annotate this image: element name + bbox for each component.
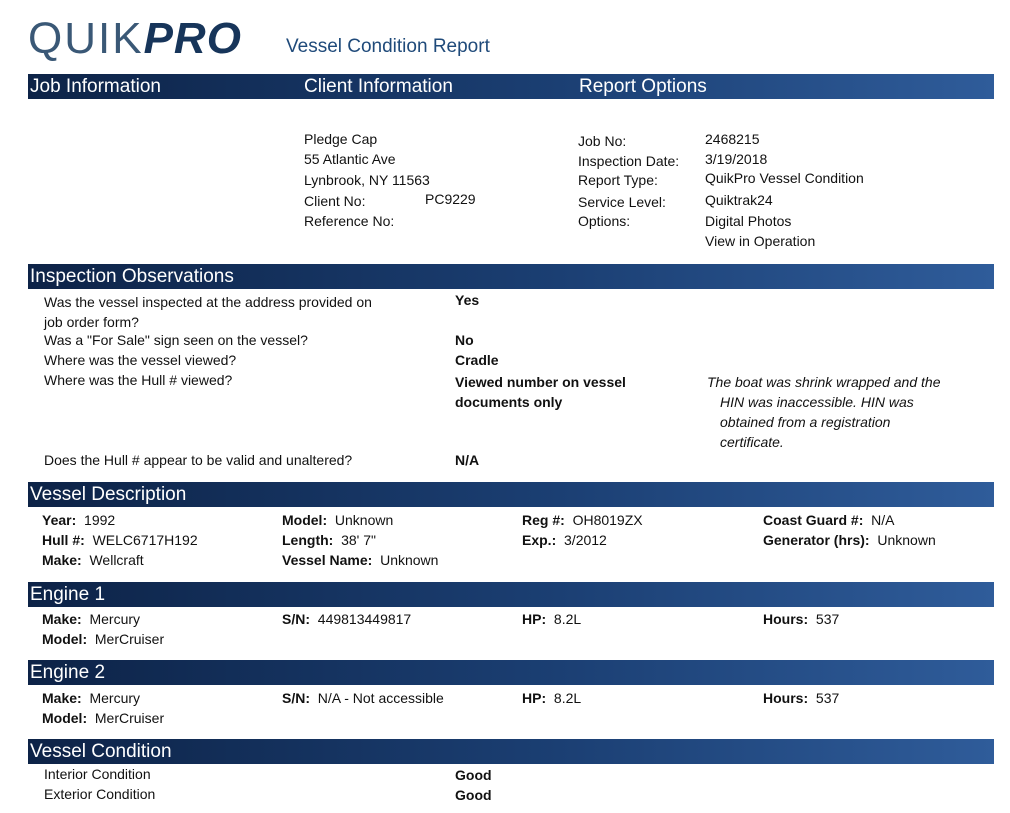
engine2-hours-value: 537 bbox=[815, 690, 840, 706]
engine2-hours bbox=[763, 690, 839, 706]
answer-vessel-viewed: Cradle bbox=[455, 352, 499, 368]
engine2-sn-value: N/A - Not accessible bbox=[317, 690, 444, 706]
engine2-model-value: MerCruiser bbox=[94, 710, 165, 726]
vessel-generator bbox=[763, 532, 936, 548]
inspection-observations-heading: Inspection Observations bbox=[30, 266, 234, 287]
report-options-heading: Report Options bbox=[579, 76, 707, 97]
engine1-hours-label: Hours: bbox=[763, 611, 809, 627]
option-view-in-operation: View in Operation bbox=[705, 233, 816, 249]
vessel-year bbox=[42, 512, 115, 528]
engine2-sn bbox=[282, 690, 444, 706]
make-label: Make: bbox=[42, 552, 82, 568]
engine2-hp bbox=[522, 690, 581, 706]
quikpro-logo bbox=[28, 14, 242, 64]
reference-no-label: Reference No: bbox=[304, 213, 395, 229]
answer-hull-viewed-line2: documents only bbox=[455, 394, 563, 410]
client-address2: Lynbrook, NY 11563 bbox=[304, 172, 430, 188]
hull-note-line2: HIN was inaccessible. HIN was bbox=[720, 394, 914, 410]
engine1-sn-label: S/N: bbox=[282, 611, 310, 627]
inspection-observations-header bbox=[28, 264, 994, 289]
engine1-hp bbox=[522, 611, 581, 627]
vessel-exp bbox=[522, 532, 607, 548]
report-type-label: Report Type: bbox=[578, 172, 658, 188]
vessel-description-header bbox=[28, 482, 994, 507]
option-digital-photos: Digital Photos bbox=[705, 213, 792, 229]
client-no-label: Client No: bbox=[304, 193, 366, 209]
reg-value: OH8019ZX bbox=[572, 512, 643, 528]
model-label: Model: bbox=[282, 512, 328, 528]
engine2-sn-label: S/N: bbox=[282, 690, 310, 706]
engine1-make-label: Make: bbox=[42, 611, 82, 627]
engine2-model bbox=[42, 710, 164, 726]
engine1-hours-value: 537 bbox=[815, 611, 840, 627]
report-type-value: QuikPro Vessel Condition bbox=[705, 170, 864, 186]
engine1-model bbox=[42, 631, 164, 647]
engine2-hp-label: HP: bbox=[522, 690, 547, 706]
answer-hull-valid: N/A bbox=[455, 452, 480, 468]
question-hull-valid: Does the Hull # appear to be valid and unaltered? bbox=[44, 452, 353, 468]
engine1-sn bbox=[282, 611, 411, 627]
logo-pro: PRO bbox=[143, 14, 242, 63]
vessel-condition-header bbox=[28, 739, 994, 764]
engine1-sn-value: 449813449817 bbox=[317, 611, 412, 627]
year-value: 1992 bbox=[84, 512, 116, 528]
client-name: Pledge Cap bbox=[304, 131, 378, 147]
exp-value: 3/2012 bbox=[564, 532, 607, 548]
vessel-name bbox=[282, 552, 438, 568]
options-label: Options: bbox=[578, 213, 631, 229]
exp-label: Exp.: bbox=[522, 532, 557, 548]
job-no-value: 2468215 bbox=[705, 131, 760, 147]
engine1-heading: Engine 1 bbox=[30, 584, 106, 605]
service-level-value: Quiktrak24 bbox=[705, 192, 773, 208]
hull-note-line4: certificate. bbox=[720, 434, 784, 450]
vessel-hull bbox=[42, 532, 198, 548]
client-information-heading: Client Information bbox=[304, 76, 453, 97]
engine1-make bbox=[42, 611, 140, 627]
year-label: Year: bbox=[42, 512, 77, 528]
length-label: Length: bbox=[282, 532, 334, 548]
engine1-hours bbox=[763, 611, 839, 627]
hull-value: WELC6717H192 bbox=[92, 532, 198, 548]
inspection-date-label: Inspection Date: bbox=[578, 153, 680, 169]
interior-condition-label: Interior Condition bbox=[44, 766, 151, 782]
vessel-description-heading: Vessel Description bbox=[30, 484, 187, 505]
vessel-make bbox=[42, 552, 144, 568]
engine2-header bbox=[28, 660, 994, 685]
report-title: Vessel Condition Report bbox=[286, 36, 490, 57]
vessel-name-label: Vessel Name: bbox=[282, 552, 373, 568]
logo-quik: QUIK bbox=[28, 14, 144, 63]
engine1-hp-label: HP: bbox=[522, 611, 547, 627]
vessel-name-value: Unknown bbox=[380, 552, 439, 568]
inspection-date-value: 3/19/2018 bbox=[705, 151, 768, 167]
exterior-condition-label: Exterior Condition bbox=[44, 786, 156, 802]
engine2-make-value: Mercury bbox=[89, 690, 141, 706]
length-value: 38' 7" bbox=[341, 532, 376, 548]
section-header-top bbox=[28, 74, 994, 99]
engine2-hours-label: Hours: bbox=[763, 690, 809, 706]
service-level-label: Service Level: bbox=[578, 194, 666, 210]
job-information-heading: Job Information bbox=[30, 76, 161, 97]
question-inspected-address-line1: Was the vessel inspected at the address provided on bbox=[44, 294, 372, 310]
coast-guard-label: Coast Guard #: bbox=[763, 512, 864, 528]
job-no-label: Job No: bbox=[578, 133, 627, 149]
engine1-model-value: MerCruiser bbox=[94, 631, 165, 647]
question-inspected-address-line2: job order form? bbox=[44, 314, 139, 330]
hull-note-line3: obtained from a registration bbox=[720, 414, 891, 430]
question-vessel-viewed: Where was the vessel viewed? bbox=[44, 352, 237, 368]
engine2-make bbox=[42, 690, 140, 706]
coast-guard-value: N/A bbox=[871, 512, 895, 528]
answer-hull-viewed-line1: Viewed number on vessel bbox=[455, 374, 626, 390]
model-value: Unknown bbox=[334, 512, 394, 528]
answer-inspected-address: Yes bbox=[455, 292, 480, 308]
hull-label: Hull #: bbox=[42, 532, 85, 548]
make-value: Wellcraft bbox=[89, 552, 144, 568]
engine2-make-label: Make: bbox=[42, 690, 82, 706]
vessel-coast-guard bbox=[763, 512, 894, 528]
vessel-reg bbox=[522, 512, 643, 528]
client-address1: 55 Atlantic Ave bbox=[304, 151, 396, 167]
hull-note-line1: The boat was shrink wrapped and the bbox=[707, 374, 941, 390]
engine1-model-label: Model: bbox=[42, 631, 88, 647]
engine2-hp-value: 8.2L bbox=[553, 690, 582, 706]
interior-condition-value: Good bbox=[455, 767, 492, 783]
engine1-make-value: Mercury bbox=[89, 611, 141, 627]
generator-value: Unknown bbox=[877, 532, 936, 548]
reg-label: Reg #: bbox=[522, 512, 565, 528]
engine2-heading: Engine 2 bbox=[30, 662, 106, 683]
exterior-condition-value: Good bbox=[455, 787, 492, 803]
engine1-hp-value: 8.2L bbox=[553, 611, 582, 627]
generator-label: Generator (hrs): bbox=[763, 532, 870, 548]
answer-for-sale-sign: No bbox=[455, 332, 474, 348]
question-for-sale-sign: Was a "For Sale" sign seen on the vessel? bbox=[44, 332, 308, 348]
engine2-model-label: Model: bbox=[42, 710, 88, 726]
client-no-value: PC9229 bbox=[425, 191, 476, 207]
vessel-length bbox=[282, 532, 376, 548]
vessel-condition-heading: Vessel Condition bbox=[30, 741, 172, 762]
question-hull-viewed: Where was the Hull # viewed? bbox=[44, 372, 233, 388]
engine1-header bbox=[28, 582, 994, 607]
vessel-model bbox=[282, 512, 393, 528]
